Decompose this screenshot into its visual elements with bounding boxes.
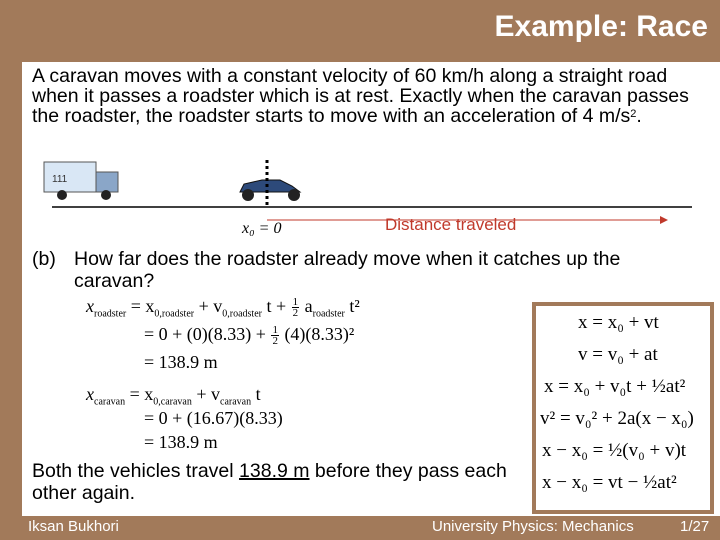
question-end: . xyxy=(636,105,642,127)
caravan-equation-line-1: $x_{caravan} = x_{0,caravan} + v_{caravan}$ t xyxy=(86,384,261,408)
part-b xyxy=(32,248,702,292)
conclusion-text: Both the vehicles travel 138.9 m before they pass each other again. xyxy=(32,460,507,504)
part-b-text: How far does the roadster already move when it catches up the caravan? xyxy=(74,248,621,292)
formula-2: v = v₀ + at xyxy=(578,344,658,365)
footer-author: Iksan Bukhori xyxy=(28,518,119,535)
part-b-number: (b) xyxy=(32,248,56,270)
formula-3: x = x₀ + v₀t + ½at² xyxy=(544,376,686,397)
formula-5: x − x₀ = ½(v₀ + v)t xyxy=(542,440,687,461)
origin-label: x₀ = 0 xyxy=(242,220,282,237)
highlighted-distance: 138.9 m xyxy=(239,460,310,482)
kinematics-formula-box xyxy=(532,302,714,514)
question-body: A caravan moves with a constant velocity of 60 km/h along a straight road when it passes a roadster which is at rest. Exactly when the caravan passes the roadster, the roadster starts to move with an acceleration of 4 m/s xyxy=(32,65,689,127)
formula-6: x − x₀ = vt − ½at² xyxy=(542,472,677,493)
roadster-equation-line-3: = 138.9 m xyxy=(144,352,218,372)
caravan-icon xyxy=(44,162,118,200)
roadster-equation-line-2: = 0 + (0)(8.33) + $\frac{1}{2}$ (4)(8.33)² xyxy=(144,324,355,348)
slide-title: Example: Race xyxy=(494,10,708,43)
roadster-equation-line-1: $x_{roadster} = x_{0,roadster} + v_{0,roadster}$ t + $\frac{1}{2}$ $a_{roadster}$ t² xyxy=(86,296,360,320)
question-sup: 2 xyxy=(630,108,637,120)
formula-4: v² = v₀² + 2a(x − x₀) xyxy=(540,408,694,429)
footer-course: University Physics: Mechanics xyxy=(432,518,634,535)
roadster-icon xyxy=(240,180,300,201)
footer-page-number: 1/27 xyxy=(680,518,710,535)
svg-text:111: 111 xyxy=(52,174,68,185)
caravan-equation-line-2: = 0 + (16.67)(8.33) xyxy=(144,408,283,428)
formula-1: x = x₀ + vt xyxy=(578,312,659,333)
distance-label: Distance traveled xyxy=(385,215,517,234)
slide-content xyxy=(22,62,720,516)
race-scene xyxy=(22,62,720,248)
caravan-equation-line-3: = 138.9 m xyxy=(144,432,218,452)
